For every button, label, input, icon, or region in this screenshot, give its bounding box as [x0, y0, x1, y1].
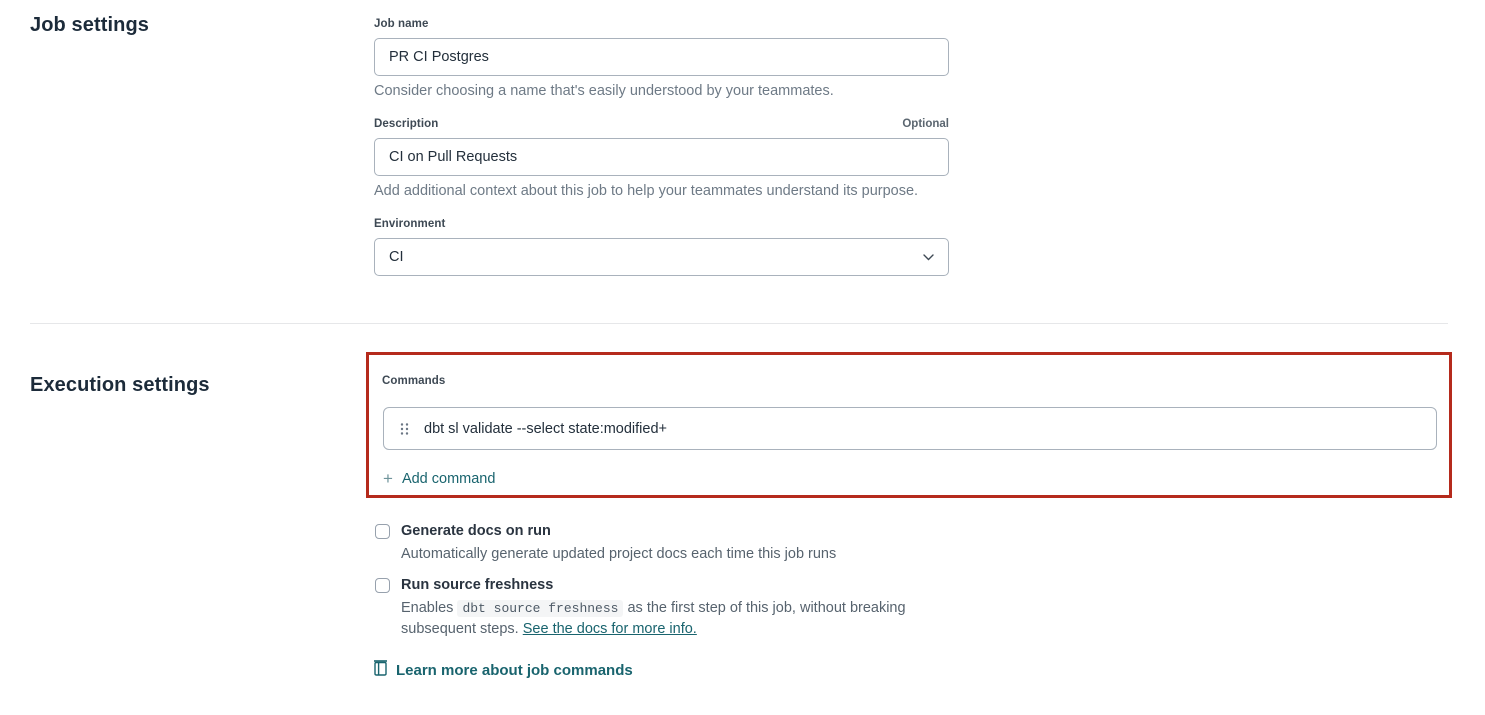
command-row[interactable] — [383, 407, 1437, 450]
command-input[interactable]: dbt sl validate --select state:modified+ — [424, 420, 667, 437]
description-optional-badge: Optional — [902, 118, 949, 130]
freshness-desc-prefix: Enables — [401, 600, 458, 616]
freshness-desc-suffix: as the first step of this job, without breaking subsequent steps. — [401, 600, 906, 637]
generate-docs-description: Automatically generate updated project docs each time this job runs — [401, 546, 837, 562]
generate-docs-label[interactable]: Generate docs on run — [401, 523, 551, 539]
source-freshness-description — [401, 598, 941, 639]
description-input[interactable] — [374, 138, 949, 176]
environment-selected-value: CI — [389, 249, 404, 265]
description-helper: Add additional context about this job to help your teammates understand its purpose. — [374, 183, 919, 199]
description-label: Description — [374, 118, 439, 130]
environment-select[interactable] — [374, 238, 949, 276]
see-docs-link[interactable]: See the docs for more info. — [522, 621, 697, 637]
commands-label: Commands — [382, 375, 446, 387]
learn-more-link[interactable] — [374, 660, 633, 680]
job-name-input[interactable] — [374, 38, 949, 76]
plus-icon: + — [383, 469, 393, 488]
freshness-code-snippet: dbt source freshness — [457, 600, 623, 617]
add-command-button[interactable] — [383, 470, 495, 487]
job-settings-heading: Job settings — [30, 14, 149, 36]
learn-more-label: Learn more about job commands — [396, 661, 633, 679]
drag-handle-icon[interactable] — [384, 422, 424, 436]
chevron-down-icon — [923, 249, 934, 265]
add-command-label: Add command — [401, 470, 496, 487]
generate-docs-checkbox[interactable] — [375, 524, 390, 539]
environment-label: Environment — [374, 218, 446, 230]
execution-settings-heading: Execution settings — [30, 374, 210, 396]
source-freshness-label[interactable]: Run source freshness — [401, 577, 554, 593]
section-divider — [30, 323, 1448, 324]
job-name-label: Job name — [374, 18, 429, 30]
source-freshness-checkbox[interactable] — [375, 578, 390, 593]
book-icon — [374, 660, 387, 680]
job-name-helper: Consider choosing a name that's easily understood by your teammates. — [374, 83, 834, 99]
